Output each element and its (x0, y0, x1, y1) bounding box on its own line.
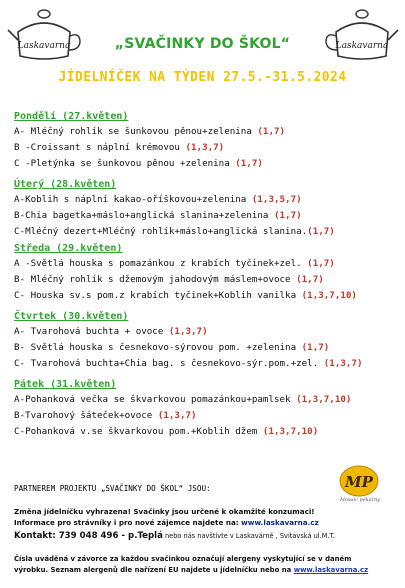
allergen-codes: (1,3,5,7) (251, 194, 302, 205)
allergen-codes: (1,3,7,10) (301, 290, 357, 301)
day-heading: Pondělí (27.květen) (14, 111, 129, 122)
menu-item: C- Houska sv.s pom.z krabích tyčinek+Koblih vanilka (1,3,7,10) (14, 290, 357, 301)
allergen-codes: (1,7) (296, 274, 324, 285)
allergen-codes: (1,7) (307, 258, 335, 269)
allergen-codes: (1,7) (235, 158, 263, 169)
allergen-codes: (1,7) (273, 210, 302, 221)
page-title: „SVAČINKY DO ŠKOL“ (114, 36, 291, 52)
menu-item: B -Croissant s náplní krémovou (1,3,7) (14, 142, 225, 153)
day-heading: Úterý (28.květen) (14, 179, 117, 190)
menu-item: A- Tvarohová buchta + ovoce (1,3,7) (14, 326, 208, 337)
laskavarna-teapot-logo-right (324, 6, 400, 64)
laskavarna-teapot-logo-left (6, 6, 82, 64)
menu-item: C-Pohanková v.se škvarkovou pom.+Koblih džem (1,3,7,10) (14, 426, 319, 437)
allergen-codes: (1,7) (301, 342, 330, 353)
day-section (14, 309, 400, 372)
allergen-codes: (1,3,7) (323, 358, 363, 369)
day-section (14, 241, 400, 304)
notice-line: Změna jídelníčku vyhrazena! Svačinky jsou určené k okamžité konzumaci! (14, 507, 315, 516)
website-link[interactable]: www.laskavarna.cz (241, 518, 319, 527)
menu-item: B- Mléčný rohlík s džemovým jahodovým máslem+ovoce (1,7) (14, 274, 324, 285)
menu-item: B- Světlá houska s česnekovo-sýrovou pom. +zelenina (1,7) (14, 342, 330, 353)
allergen-website-link[interactable]: www.laskavarna.cz (293, 566, 369, 574)
menu-item: A-Koblih s náplní kakao-oříškovou+zelenina (1,3,5,7) (14, 194, 302, 205)
menu-item: A-Pohanková večka se škvarkovou pomazánkou+pamlsek (1,3,7,10) (14, 394, 352, 405)
menu-item: C -Pletýnka se šunkovou pěnou +zelenina (1,7) (14, 158, 263, 169)
menu-item: C- Tvarohová buchta+Chia bag. s česnekovo-sýr.pom.+zel. (1,3,7) (14, 358, 363, 369)
allergen-codes: (1,7) (257, 126, 286, 137)
allergen-note: Čísla uváděná v závorce za každou svačinkou označují alergeny vyskytující se v daném (14, 555, 352, 563)
allergen-codes: (1,3,7) (168, 326, 208, 337)
allergen-codes: (1,3,7,10) (296, 394, 352, 405)
allergen-note-2: výrobku. Seznam alergenů dle nařízení EU najdete u jídelníčku nebo na www.laskavarna.cz (14, 566, 369, 574)
allergen-codes: (1,3,7) (185, 142, 225, 153)
allergen-codes: (1,3,7,10) (262, 426, 319, 437)
svg-text:Laskavarna: Laskavarna (17, 41, 71, 51)
menu-item: A- Mléčný rohlík se šunkovou pěnou+zelenina (1,7) (14, 126, 286, 137)
day-heading: Čtvrtek (30.květen) (14, 311, 129, 322)
weekly-menu (14, 109, 400, 440)
day-section (14, 109, 400, 172)
menu-item: B-Chia bagetka+máslo+anglická slanina+zelenina (1,7) (14, 210, 302, 221)
day-section (14, 177, 400, 240)
contact-line: Kontakt: 739 048 496 - p.Teplá nebo nás navštivte v Laskavárně , Svitavská ul.M.T. (14, 531, 335, 541)
allergen-codes: (1,7) (307, 226, 335, 237)
svg-text:MP: MP (345, 473, 373, 491)
contact-phone: Kontakt: 739 048 496 - p.Teplá (14, 531, 163, 541)
menu-item: B-Tvarohový šáteček+ovoce (1,3,7) (14, 410, 197, 421)
day-heading: Středa (29.květen) (14, 243, 123, 254)
menu-item: A -Světlá houska s pomazánkou z krabích tyčinek+zel. (1,7) (14, 258, 335, 269)
menu-week-subtitle: JÍDELNÍČEK NA TÝDEN 27.5.-31.5.2024 (58, 70, 347, 85)
partner-text: PARTNEREM PROJEKTU „SVAČINKY DO ŠKOL“ JSOU: (14, 484, 211, 493)
day-section (14, 377, 400, 440)
svg-text:Laskavarna: Laskavarna (335, 41, 389, 51)
allergen-codes: (1,3,7) (157, 410, 197, 421)
info-line: Informace pro strávníky i pro nové zájemce najdete na: www.laskavarna.cz (14, 518, 319, 527)
partner-logo-caption: Mosaic pekárny (339, 497, 381, 503)
menu-item: C-Mléčný dezert+Mléčný rohlík+máslo+anglická slanina.(1,7) (14, 226, 335, 237)
day-heading: Pátek (31.květen) (14, 379, 117, 390)
